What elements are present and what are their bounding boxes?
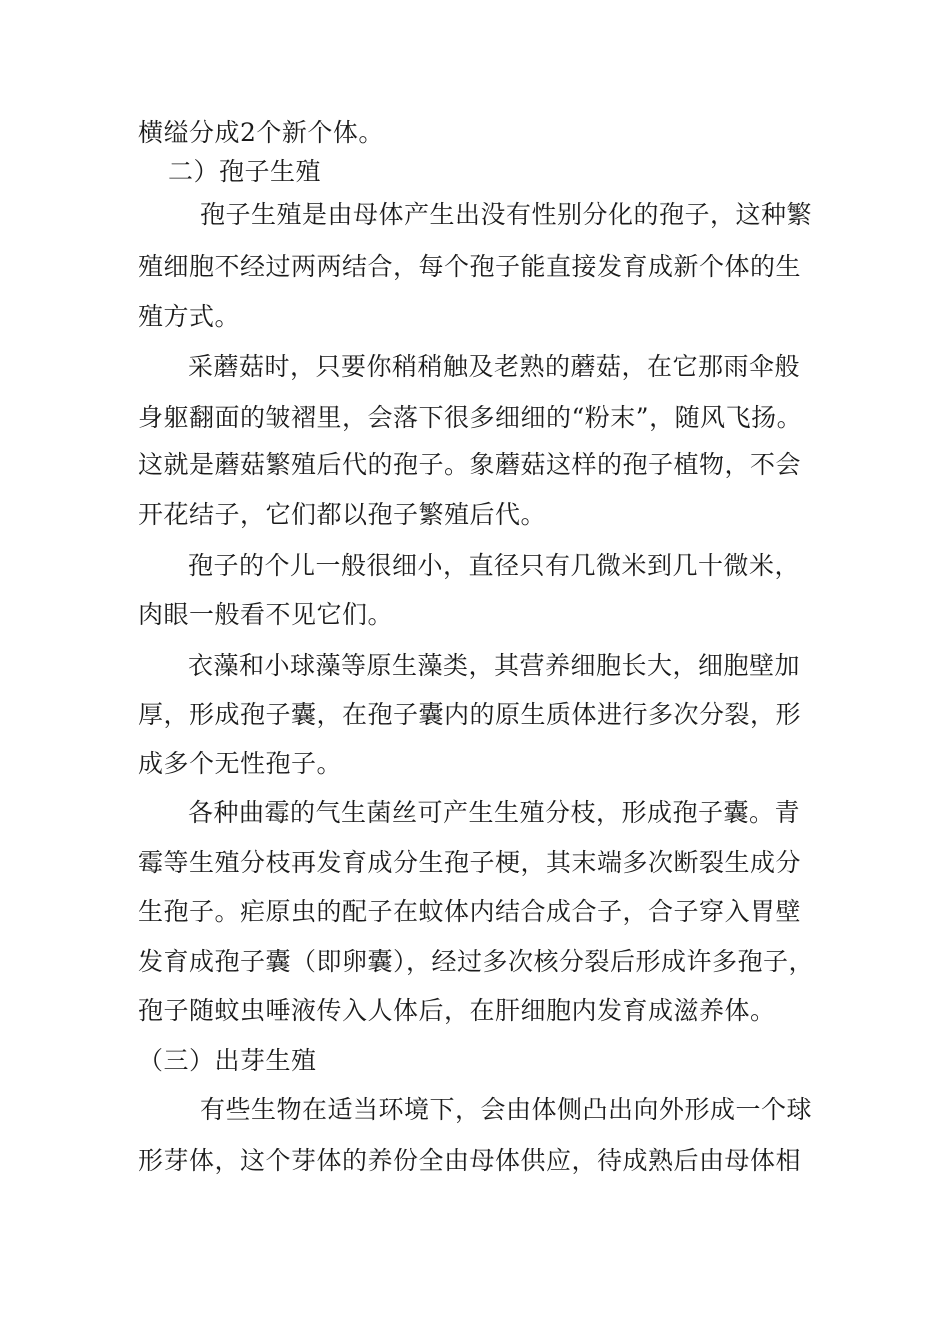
text-line: 有些生物在适当环境下，会由体侧凸出向外形成一个球: [200, 1095, 813, 1124]
text-line: 孢子随蚊虫唾液传入人体后，在肝细胞内发育成滋养体。: [138, 996, 776, 1025]
text-line: 发育成孢子囊（即卵囊），经过多次核分裂后形成许多孢子，: [138, 947, 815, 976]
text-line: 孢子生殖是由母体产生出没有性别分化的孢子，这种繁: [200, 200, 813, 229]
text-line: 身躯翻面的皱褶里，会落下很多细细的“粉末”，随风飞扬。: [138, 403, 803, 432]
text-line: 殖细胞不经过两两结合，每个孢子能直接发育成新个体的生: [138, 252, 802, 281]
text-line: 成多个无性孢子。: [138, 749, 343, 778]
text-line: 霉等生殖分枝再发育成分生孢子梗，其末端多次断裂生成分: [138, 848, 802, 877]
text-line: 厚，形成孢子囊，在孢子囊内的原生质体进行多次分裂，形: [138, 700, 802, 729]
text-line: 生孢子。疟原虫的配子在蚊体内结合成合子，合子穿入胃壁: [138, 897, 802, 926]
text-line: 肉眼一般看不见它们。: [138, 600, 394, 629]
text-line: 采蘑菇时，只要你稍稍触及老熟的蘑菇，在它那雨伞般: [188, 352, 801, 381]
text-line: 开花结子，它们都以孢子繁殖后代。: [138, 500, 547, 529]
text-line: 孢子的个儿一般很细小，直径只有几微米到几十微米，: [188, 551, 801, 580]
text-line: 各种曲霉的气生菌丝可产生生殖分枝，形成孢子囊。青: [188, 798, 801, 827]
text-line: 这就是蘑菇繁殖后代的孢子。象蘑菇这样的孢子植物，不会: [138, 450, 802, 479]
text-line: 形芽体，这个芽体的养份全由母体供应，待成熟后由母体相: [138, 1146, 802, 1175]
section-heading-spore-reproduction: 二）孢子生殖: [168, 157, 322, 186]
text-line: 殖方式。: [138, 302, 241, 331]
section-heading-budding-reproduction: （三）出芽生殖: [138, 1046, 317, 1075]
text-line: 横缢分成2个新个体。: [138, 118, 384, 147]
text-line: 衣藻和小球藻等原生藻类，其营养细胞长大，细胞壁加: [188, 651, 801, 680]
